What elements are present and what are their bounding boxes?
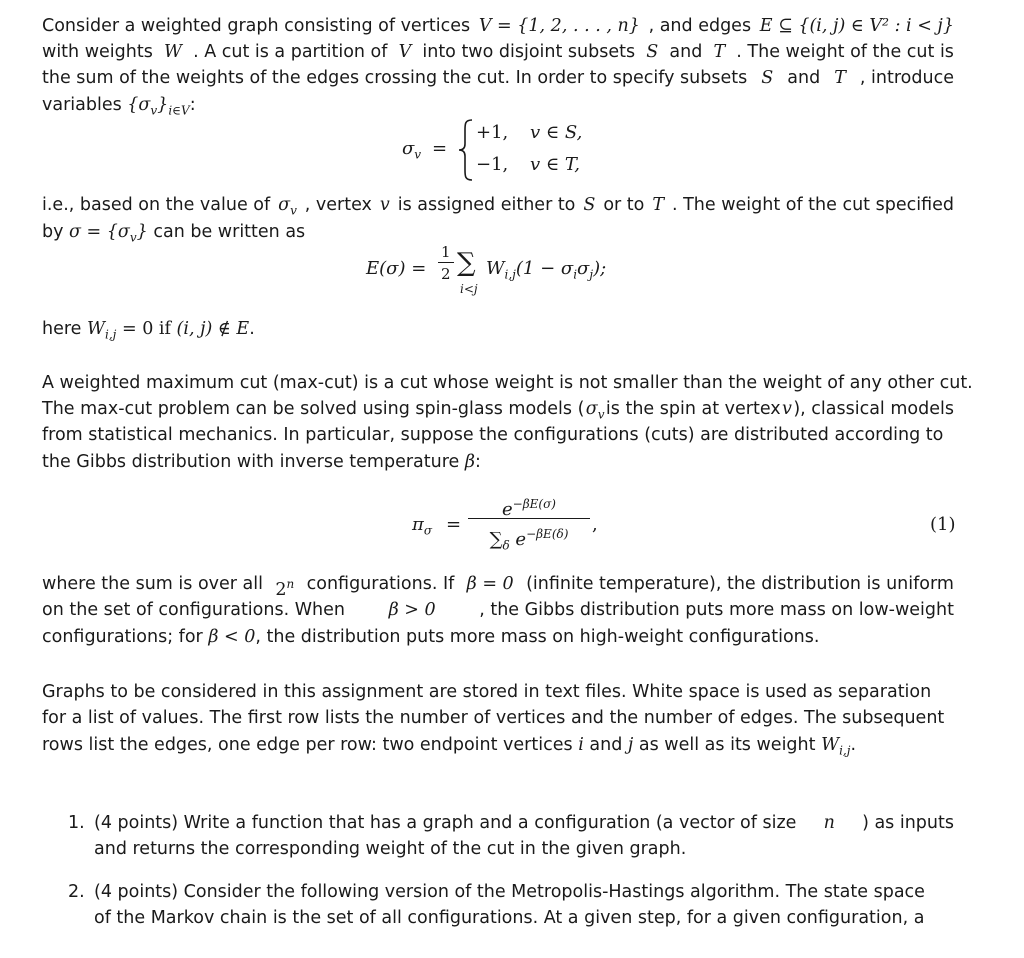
subscript: j xyxy=(589,267,594,282)
math: 2 xyxy=(275,579,287,600)
math: V xyxy=(398,42,412,62)
summation-sign: ∑ xyxy=(489,529,503,550)
math: v xyxy=(782,399,792,419)
text: : xyxy=(189,95,196,115)
case-2-condition: v ∈ T, xyxy=(530,154,581,175)
text: , introduce xyxy=(859,68,954,88)
text: i.e., based on the value of xyxy=(42,195,271,215)
sigma-definition-equation xyxy=(402,118,622,182)
list-item-2 xyxy=(68,879,925,931)
text: by xyxy=(42,222,64,242)
text: = 0 if xyxy=(121,319,171,339)
case-2-value: −1, xyxy=(476,154,509,175)
text: . A cut is a partition of xyxy=(193,42,388,62)
math: π xyxy=(412,514,424,535)
case-1-value: +1, xyxy=(476,122,509,143)
math-w xyxy=(821,735,851,758)
math: σ xyxy=(402,138,415,159)
subscript: v xyxy=(150,103,158,118)
p1-line-1 xyxy=(42,13,954,39)
text: (4 points) Write a function that has a graph and a configuration (a vector of size xyxy=(94,813,797,833)
one-half-fraction xyxy=(438,242,454,285)
list-item-2-line-2: of the Markov chain is the set of all configurations. At a given step, for a given configuration, a xyxy=(94,908,925,928)
subscript: v xyxy=(129,230,137,245)
sigma-lhs xyxy=(402,138,421,162)
p3-line-1: A weighted maximum cut (max-cut) is a cut whose weight is not smaller than the weight of any other cut. xyxy=(42,373,973,393)
math: S xyxy=(646,42,659,62)
math: σ = {σ xyxy=(69,222,130,242)
text: rows list the edges, one edge per row: two endpoint vertices xyxy=(42,735,573,755)
text: configurations. If xyxy=(306,574,455,594)
equals-sign: = xyxy=(432,138,448,159)
subscript: i,j xyxy=(839,743,851,758)
text: with weights xyxy=(42,42,153,62)
math: W xyxy=(486,258,505,279)
math: e xyxy=(502,499,513,520)
text: variables xyxy=(42,95,122,115)
math: β = 0 xyxy=(466,574,514,594)
subscript: δ xyxy=(502,538,510,553)
here-line xyxy=(42,316,255,348)
p5-line-1: Graphs to be considered in this assignment are stored in text files. White space is used as separation xyxy=(42,682,932,702)
math: (1 − σ xyxy=(515,258,574,279)
list-item-1 xyxy=(68,810,954,862)
gibbs-distribution-equation xyxy=(412,490,612,560)
text: and xyxy=(669,42,703,62)
p4-line-2 xyxy=(42,597,954,623)
math-vertices: V = {1, 2, . . . , n} xyxy=(478,16,640,36)
math: n xyxy=(823,813,835,833)
text: configurations; for xyxy=(42,627,203,647)
subscript: v xyxy=(414,147,422,162)
math: σ xyxy=(278,195,291,215)
text: : xyxy=(475,452,481,472)
text: is assigned either to xyxy=(397,195,576,215)
math: S xyxy=(761,68,774,88)
text: , vertex xyxy=(304,195,372,215)
p2-line-2 xyxy=(42,219,305,251)
list-item-1-line-1 xyxy=(68,810,954,836)
list-number: 2. xyxy=(68,882,85,902)
p1-line-4 xyxy=(42,92,196,124)
math: S xyxy=(583,195,596,215)
math: } xyxy=(157,95,169,115)
list-number: 1. xyxy=(68,813,85,833)
text: the sum of the weights of the edges crossing the cut. In order to specify subsets xyxy=(42,68,748,88)
math: β xyxy=(464,452,476,472)
denominator: 2 xyxy=(441,265,451,283)
math-w xyxy=(87,319,117,342)
math: e xyxy=(515,529,527,550)
superscript: −βE(σ) xyxy=(512,497,556,511)
pi-lhs xyxy=(412,514,432,538)
text: , and edges xyxy=(648,16,752,36)
text: and xyxy=(589,735,623,755)
math: v xyxy=(379,195,390,215)
text: . The weight of the cut specified xyxy=(671,195,954,215)
list-item-2-line-1 xyxy=(68,879,925,905)
math-sigma-config xyxy=(69,222,148,245)
text: here xyxy=(42,319,82,339)
math: } xyxy=(136,222,148,242)
math: {σ xyxy=(127,95,151,115)
equation-label: (1) xyxy=(930,514,956,535)
math: ); xyxy=(593,258,607,279)
energy-lhs: E(σ) = xyxy=(366,258,427,279)
text: can be written as xyxy=(153,222,306,242)
text: The max-cut problem can be solved using spin-glass models ( xyxy=(42,399,585,419)
subscript: i,j xyxy=(504,267,516,282)
math: W xyxy=(163,42,182,62)
sum-index: i<j xyxy=(460,282,478,296)
text: , the distribution puts more mass on high-weight configurations. xyxy=(255,627,820,647)
subscript: i,j xyxy=(105,327,117,342)
math: T xyxy=(834,68,846,88)
list-item-1-line-2: and returns the corresponding weight of the cut in the given graph. xyxy=(94,839,687,859)
text: (infinite temperature), the distribution is uniform xyxy=(526,574,954,594)
superscript: n xyxy=(286,577,295,591)
subscript: i∈V xyxy=(168,103,190,118)
text: . The weight of the cut is xyxy=(736,42,954,62)
text: . xyxy=(249,319,255,339)
gibbs-denominator xyxy=(468,519,590,553)
math: σ xyxy=(577,258,590,279)
sum-body xyxy=(486,258,606,282)
subscript: i xyxy=(573,267,578,282)
math: i xyxy=(578,735,584,755)
text: (4 points) Consider the following version of the Metropolis-Hastings algorithm. The state space xyxy=(94,882,925,902)
math: β < 0 xyxy=(208,627,256,647)
text: or to xyxy=(603,195,645,215)
math: β > 0 xyxy=(388,600,436,620)
math: W xyxy=(87,319,106,339)
subscript: σ xyxy=(423,523,433,538)
text: . xyxy=(850,735,857,755)
p5-line-3 xyxy=(42,732,856,764)
numerator: 1 xyxy=(438,242,454,263)
math: j xyxy=(627,735,634,755)
text: , the Gibbs distribution puts more mass on low-weight xyxy=(479,600,954,620)
left-brace xyxy=(458,118,474,182)
text: into two disjoint subsets xyxy=(422,42,636,62)
summation-sign: ∑ xyxy=(457,248,476,278)
p3-line-4 xyxy=(42,449,481,475)
p3-line-3: from statistical mechanics. In particular, suppose the configurations (cuts) are distributed according to xyxy=(42,425,944,445)
math: W xyxy=(821,735,840,755)
text: is the spin at vertex xyxy=(605,399,781,419)
math-edges: E ⊆ {(i, j) ∈ V² : i < j} xyxy=(759,16,954,36)
math-sigma-set xyxy=(127,95,190,118)
case-1-condition: v ∈ S, xyxy=(530,122,583,143)
math: σ xyxy=(585,399,598,419)
p4-line-3 xyxy=(42,624,819,650)
cut-weight-equation xyxy=(366,240,666,310)
math: (i, j) ∉ E xyxy=(176,319,250,339)
gibbs-numerator xyxy=(468,490,590,519)
equals-sign: = xyxy=(446,514,462,535)
subscript: v xyxy=(597,407,605,422)
p5-line-2: for a list of values. The first row lists the number of vertices and the number of edges. The subsequent xyxy=(42,708,945,728)
text: ) as inputs xyxy=(862,813,954,833)
text: on the set of configurations. When xyxy=(42,600,345,620)
comma: , xyxy=(592,514,598,535)
text: ), classical models xyxy=(793,399,954,419)
text: as well as its weight xyxy=(638,735,816,755)
p1-line-3 xyxy=(42,65,954,91)
text: Consider a weighted graph consisting of vertices xyxy=(42,16,471,36)
text: the Gibbs distribution with inverse temperature xyxy=(42,452,460,472)
subscript: v xyxy=(290,203,297,218)
superscript: −βE(δ) xyxy=(526,527,569,541)
gibbs-fraction xyxy=(468,490,590,553)
text: and xyxy=(787,68,821,88)
text: where the sum is over all xyxy=(42,574,263,594)
p1-line-2 xyxy=(42,39,954,65)
math: T xyxy=(652,195,664,215)
math: T xyxy=(713,42,726,62)
